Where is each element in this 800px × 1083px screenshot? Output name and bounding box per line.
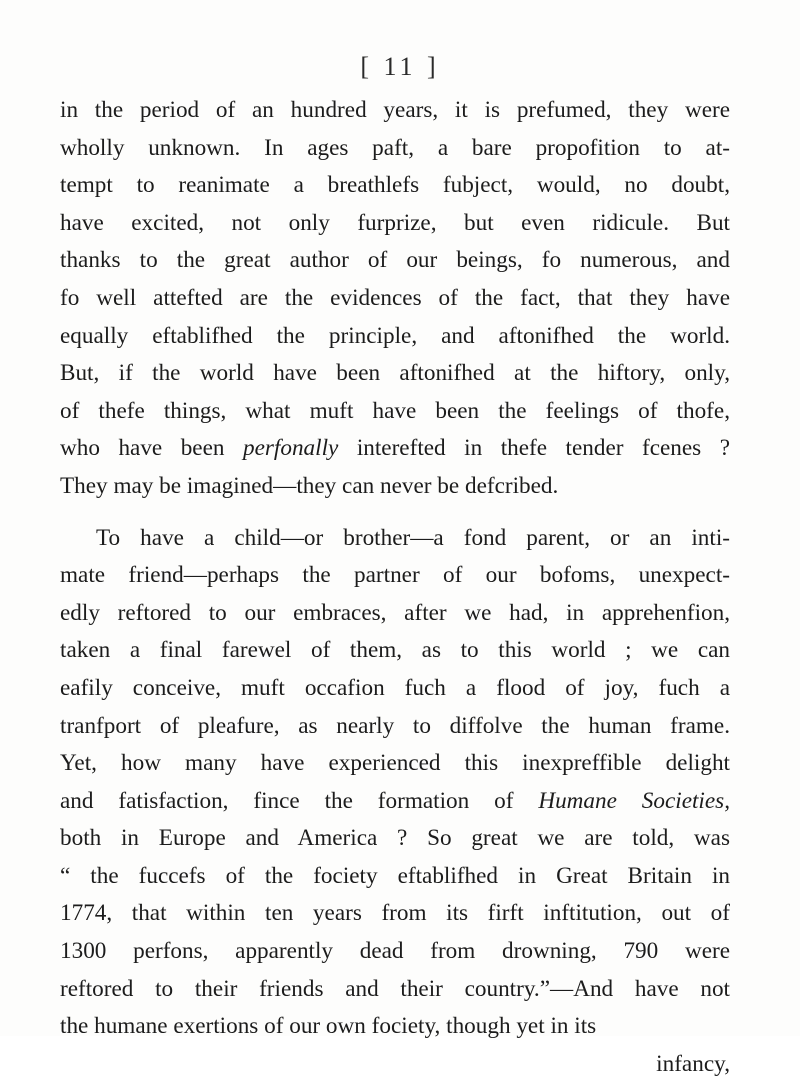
page-number: [ 11 ] [360,52,440,81]
text-line: They may be imagined—they can never be defcribed. [60,472,559,499]
text-line: of thefe things, what muft have been the feelings of thofe, [60,397,730,424]
text-line: both in Europe and America ? So great we are told, was [60,825,730,852]
text-line: fo well attefted are the evidences of the fact, that they have [60,284,730,311]
text-line: eafily conceive, muft occafion fuch a flood of joy, fuch a [60,674,730,701]
text-line: But, if the world have been aftonifhed at the hiftory, only, [60,360,730,387]
text-line: “ the fuccefs of the fociety eftablifhed in Great Britain in [60,862,730,889]
text-line: the humane exertions of our own fociety, though yet in its [60,1013,597,1040]
text-line: taken a final farewel of them, as to this world ; we can [60,637,730,664]
catchword: infancy, [656,1050,730,1077]
text-line: mate friend—perhaps the partner of our bofoms, unexpect- [60,562,730,589]
paragraph-1 [60,92,730,506]
text-line: Yet, how many have experienced this inexpreffible delight [60,750,730,777]
text-line: 1300 perfons, apparently dead from drowning, 790 were [60,938,730,965]
text-line: in the period of an hundred years, it is prefumed, they were [60,97,730,123]
text-line: edly reftored to our embraces, after we had, in apprehenfion, [60,599,730,626]
paragraph-spacer [60,506,730,520]
text-line: wholly unknown. In ages paft, a bare propofition to at- [60,134,730,161]
text-line: tranfport of pleafure, as nearly to diffolve the human frame. [60,712,730,739]
italic-text: Humane Societies, [538,787,730,814]
text-line: tempt to reanimate a breathlefs fubject, would, no doubt, [60,172,730,199]
text-line: who have been perfonally interefted in thefe tender fcenes ? [60,435,730,462]
text-line: and fatisfaction, fince the formation of Humane Societies, [60,787,730,814]
italic-text: perfonally [243,435,339,462]
text-line: thanks to the great author of our beings, fo numerous, and [60,247,730,274]
text-line: have excited, not only furprize, but even ridicule. But [60,209,730,236]
text-line: reftored to their friends and their country.”—And have not [60,975,730,1002]
text-line: 1774, that within ten years from its firft inftitution, out of [60,900,730,927]
body-text [60,92,730,1083]
paragraph-2 [60,520,730,1046]
text-line: equally eftablifhed the principle, and aftonifhed the world. [60,322,730,349]
text-line: To have a child—or brother—a fond parent, or an inti- [96,524,730,551]
